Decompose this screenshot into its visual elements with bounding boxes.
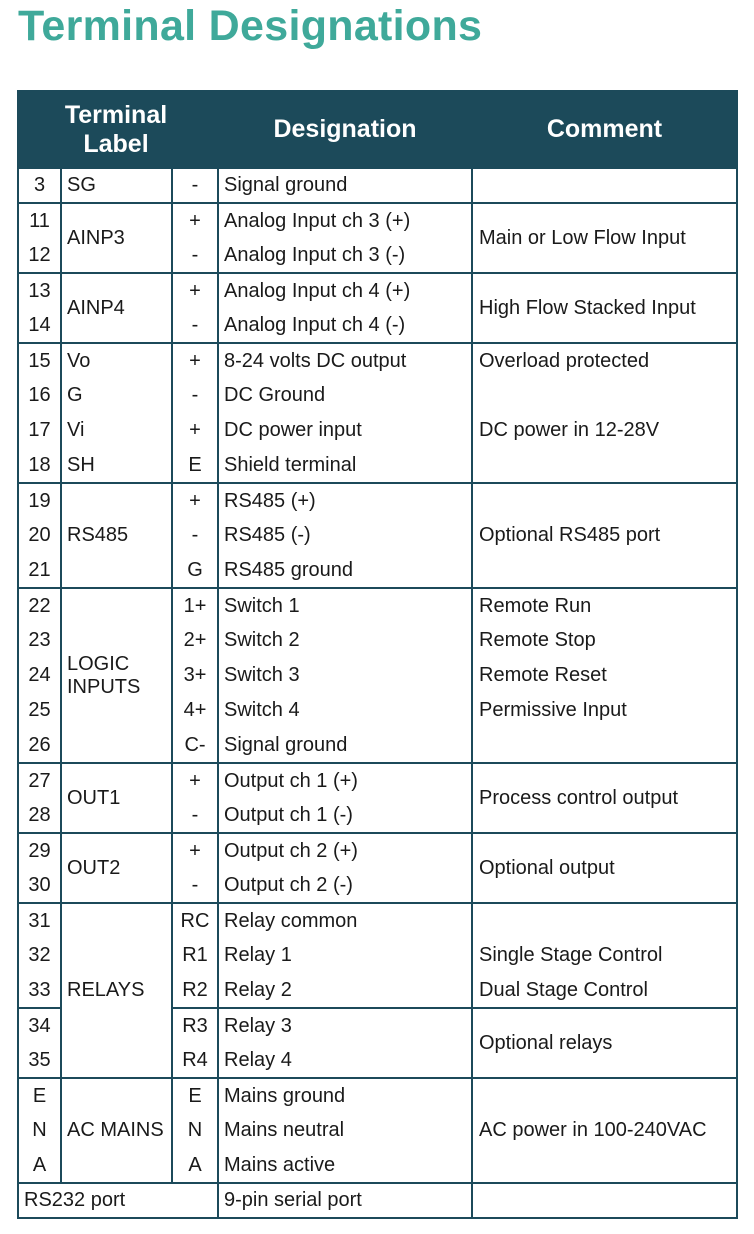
terminal-comment: Remote Reset <box>472 658 737 693</box>
terminal-comment <box>472 903 737 938</box>
terminal-designation: Relay 4 <box>218 1043 472 1078</box>
terminal-polarity: C- <box>172 728 218 763</box>
terminal-polarity: - <box>172 518 218 553</box>
terminal-comment: Optional output <box>472 833 737 903</box>
terminal-comment: Process control output <box>472 763 737 833</box>
table-row <box>18 203 737 238</box>
terminal-designation: Output ch 2 (-) <box>218 868 472 903</box>
terminal-table <box>17 90 738 1219</box>
table-row <box>18 343 737 378</box>
terminal-designation: Signal ground <box>218 728 472 763</box>
terminal-polarity: A <box>172 1148 218 1183</box>
terminal-comment: Single Stage Control <box>472 938 737 973</box>
terminal-designation: RS485 (+) <box>218 483 472 518</box>
table-row <box>18 413 737 448</box>
terminal-number: 25 <box>18 693 61 728</box>
terminal-polarity: 1+ <box>172 588 218 623</box>
terminal-number: 15 <box>18 343 61 378</box>
terminal-designation: Analog Input ch 4 (-) <box>218 308 472 343</box>
table-row <box>18 1078 737 1113</box>
terminal-comment: Overload protected <box>472 343 737 378</box>
terminal-number: 31 <box>18 903 61 938</box>
terminal-number: 14 <box>18 308 61 343</box>
terminal-designation: Mains ground <box>218 1078 472 1113</box>
terminal-polarity: R1 <box>172 938 218 973</box>
terminal-number: 19 <box>18 483 61 518</box>
terminal-number: 35 <box>18 1043 61 1078</box>
terminal-label: OUT1 <box>61 763 172 833</box>
rs232-port-label: RS232 port <box>18 1183 218 1218</box>
terminal-comment <box>472 448 737 483</box>
terminal-number: 11 <box>18 203 61 238</box>
terminal-number: 12 <box>18 238 61 273</box>
terminal-designation: Switch 2 <box>218 623 472 658</box>
terminal-designation: Switch 1 <box>218 588 472 623</box>
terminal-label: AINP4 <box>61 273 172 343</box>
terminal-polarity: 2+ <box>172 623 218 658</box>
table-header-row <box>18 91 737 168</box>
table-row <box>18 483 737 518</box>
terminal-comment <box>472 168 737 203</box>
terminal-number: 34 <box>18 1008 61 1043</box>
header-designation: Designation <box>218 91 472 168</box>
terminal-number: 21 <box>18 553 61 588</box>
terminal-designation: Switch 3 <box>218 658 472 693</box>
terminal-number: 28 <box>18 798 61 833</box>
terminal-number: E <box>18 1078 61 1113</box>
terminal-polarity: - <box>172 378 218 413</box>
terminal-polarity: + <box>172 763 218 798</box>
terminal-number: 33 <box>18 973 61 1008</box>
terminal-number: 13 <box>18 273 61 308</box>
terminal-designation: 8-24 volts DC output <box>218 343 472 378</box>
terminal-polarity: + <box>172 483 218 518</box>
terminal-label: RS485 <box>61 483 172 588</box>
terminal-designation: Output ch 1 (-) <box>218 798 472 833</box>
header-terminal-label: Terminal Label <box>18 91 218 168</box>
terminal-number: N <box>18 1113 61 1148</box>
terminal-number: 22 <box>18 588 61 623</box>
terminal-comment: Remote Stop <box>472 623 737 658</box>
terminal-designation: Relay 3 <box>218 1008 472 1043</box>
terminal-polarity: - <box>172 238 218 273</box>
terminal-polarity: E <box>172 448 218 483</box>
page-title: Terminal Designations <box>18 2 483 50</box>
terminal-number: 24 <box>18 658 61 693</box>
terminal-label: SH <box>61 448 172 483</box>
terminal-comment: Dual Stage Control <box>472 973 737 1008</box>
terminal-polarity: R4 <box>172 1043 218 1078</box>
terminal-label: OUT2 <box>61 833 172 903</box>
terminal-label: Vo <box>61 343 172 378</box>
terminal-polarity: R3 <box>172 1008 218 1043</box>
terminal-number: 23 <box>18 623 61 658</box>
terminal-polarity: G <box>172 553 218 588</box>
terminal-number: 3 <box>18 168 61 203</box>
terminal-designation: Output ch 1 (+) <box>218 763 472 798</box>
terminal-comment <box>472 378 737 413</box>
table-row <box>18 588 737 623</box>
terminal-number: 29 <box>18 833 61 868</box>
terminal-label: RELAYS <box>61 903 172 1078</box>
terminal-number: 17 <box>18 413 61 448</box>
terminal-number: 27 <box>18 763 61 798</box>
terminal-comment: DC power in 12-28V <box>472 413 737 448</box>
terminal-designation: RS485 (-) <box>218 518 472 553</box>
terminal-comment: Main or Low Flow Input <box>472 203 737 273</box>
header-comment: Comment <box>472 91 737 168</box>
terminal-polarity: 3+ <box>172 658 218 693</box>
terminal-comment: Optional RS485 port <box>472 483 737 588</box>
terminal-designation: Switch 4 <box>218 693 472 728</box>
terminal-polarity: - <box>172 168 218 203</box>
terminal-designation: RS485 ground <box>218 553 472 588</box>
terminal-designation: Mains neutral <box>218 1113 472 1148</box>
terminal-designation: Analog Input ch 4 (+) <box>218 273 472 308</box>
terminal-designation: DC power input <box>218 413 472 448</box>
rs232-designation: 9-pin serial port <box>218 1183 472 1218</box>
terminal-label: AC MAINS <box>61 1078 172 1183</box>
terminal-polarity: + <box>172 833 218 868</box>
terminal-designation: Analog Input ch 3 (+) <box>218 203 472 238</box>
terminal-number: 26 <box>18 728 61 763</box>
terminal-number: A <box>18 1148 61 1183</box>
terminal-polarity: + <box>172 343 218 378</box>
terminal-designation: Analog Input ch 3 (-) <box>218 238 472 273</box>
terminal-comment: Permissive Input <box>472 693 737 728</box>
terminal-polarity: + <box>172 413 218 448</box>
terminal-polarity: + <box>172 273 218 308</box>
table-row <box>18 448 737 483</box>
terminal-comment: High Flow Stacked Input <box>472 273 737 343</box>
terminal-polarity: - <box>172 308 218 343</box>
terminal-comment <box>472 728 737 763</box>
terminal-label: G <box>61 378 172 413</box>
terminal-polarity: N <box>172 1113 218 1148</box>
rs232-comment <box>472 1183 737 1218</box>
terminal-label: LOGIC INPUTS <box>61 588 172 763</box>
table-row <box>18 1183 737 1218</box>
terminal-polarity: E <box>172 1078 218 1113</box>
terminal-label: SG <box>61 168 172 203</box>
terminal-polarity: - <box>172 868 218 903</box>
terminal-number: 20 <box>18 518 61 553</box>
terminal-label: Vi <box>61 413 172 448</box>
table-row <box>18 833 737 868</box>
terminal-comment: AC power in 100-240VAC <box>472 1078 737 1183</box>
terminal-designation: Relay 1 <box>218 938 472 973</box>
terminal-polarity: + <box>172 203 218 238</box>
table-row <box>18 763 737 798</box>
terminal-designation: Mains active <box>218 1148 472 1183</box>
terminal-label: AINP3 <box>61 203 172 273</box>
terminal-number: 16 <box>18 378 61 413</box>
terminal-polarity: 4+ <box>172 693 218 728</box>
table-row <box>18 378 737 413</box>
terminal-polarity: R2 <box>172 973 218 1008</box>
terminal-designation: Shield terminal <box>218 448 472 483</box>
terminal-comment: Optional relays <box>472 1008 737 1078</box>
terminal-number: 18 <box>18 448 61 483</box>
terminal-number: 30 <box>18 868 61 903</box>
terminal-designation: Output ch 2 (+) <box>218 833 472 868</box>
terminal-designation: Relay common <box>218 903 472 938</box>
terminal-polarity: RC <box>172 903 218 938</box>
terminal-designation: Relay 2 <box>218 973 472 1008</box>
table-row <box>18 903 737 938</box>
table-row <box>18 168 737 203</box>
table-row <box>18 273 737 308</box>
terminal-polarity: - <box>172 798 218 833</box>
terminal-designation: DC Ground <box>218 378 472 413</box>
terminal-designation: Signal ground <box>218 168 472 203</box>
terminal-number: 32 <box>18 938 61 973</box>
terminal-comment: Remote Run <box>472 588 737 623</box>
